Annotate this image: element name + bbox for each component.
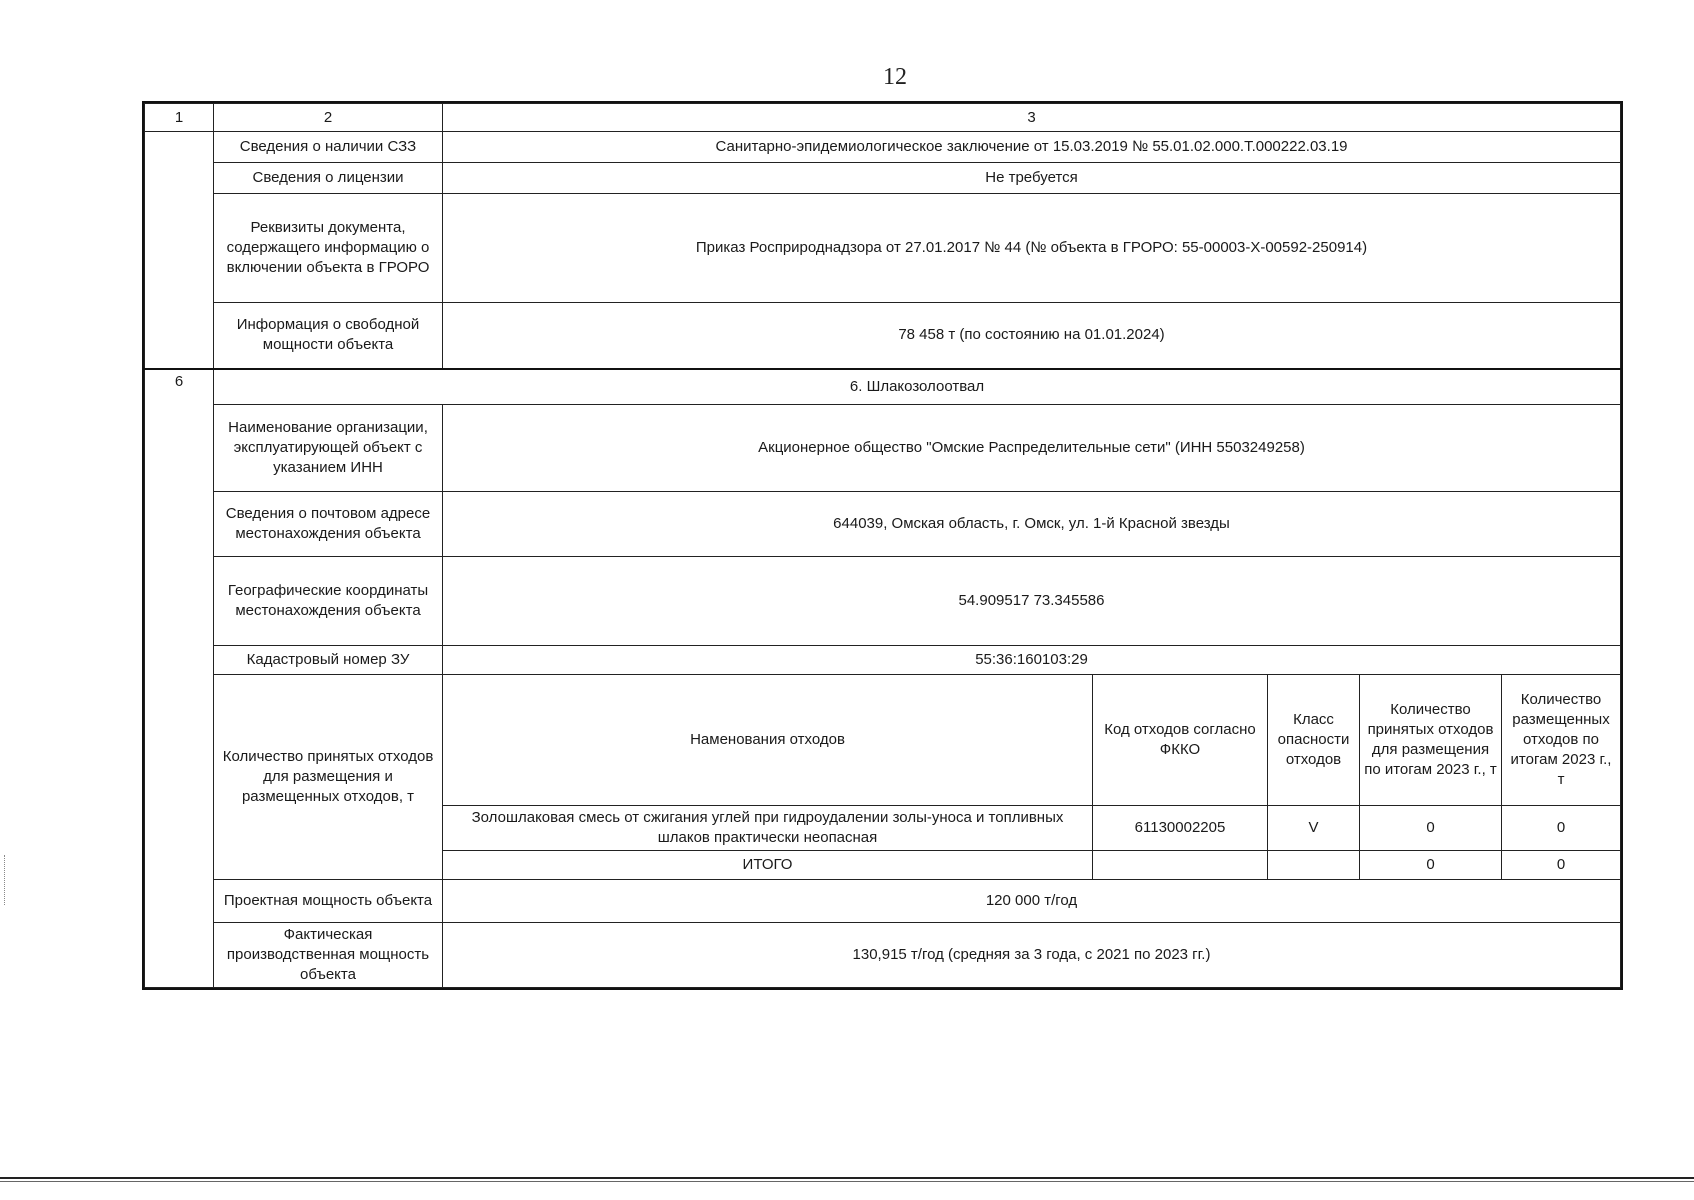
waste-header-class: Класс опасности отходов [1268,675,1360,806]
section-title-row [145,369,1621,405]
waste-class: V [1268,806,1360,851]
waste-header-code: Код отходов согласно ФККО [1093,675,1268,806]
column-number-1: 1 [145,104,214,132]
table-row [145,492,1621,557]
row-label: Фактическая производственная мощность объекта [214,923,443,988]
waste-header-accepted: Количество принятых отходов для размещения по итогам 2023 г., т [1360,675,1502,806]
data-table [144,103,1621,988]
section-number: 6 [145,369,214,988]
waste-name: Золошлаковая смесь от сжигания углей при гидроудалении золы-уноса и топливных шлаков практически неопасная [443,806,1093,851]
table-row [145,646,1621,675]
row-label: Сведения о наличии СЗЗ [214,132,443,163]
row-value: Акционерное общество "Омские Распределительные сети" (ИНН 5503249258) [443,405,1621,492]
row-value: 644039, Омская область, г. Омск, ул. 1-й Красной звезды [443,492,1621,557]
waste-header-row [145,675,1621,806]
column-number-3: 3 [443,104,1621,132]
row-label: Географические координаты местонахождения объекта [214,557,443,646]
total-placed: 0 [1502,851,1621,880]
table-row [145,163,1621,194]
page-number: 12 [883,64,907,90]
bottom-rule-thin [0,1181,1694,1182]
table-row [145,880,1621,923]
row-value: 78 458 т (по состоянию на 01.01.2024) [443,303,1621,369]
table-row [145,303,1621,369]
row-label: Информация о свободной мощности объекта [214,303,443,369]
waste-header-name: Наменования отходов [443,675,1093,806]
row-label: Кадастровый номер ЗУ [214,646,443,675]
row-value: Не требуется [443,163,1621,194]
column-number-2: 2 [214,104,443,132]
table-row [145,405,1621,492]
total-label: ИТОГО [443,851,1093,880]
table-row [145,923,1621,988]
table-row [145,132,1621,163]
scan-margin-marks [4,855,7,905]
row-value: Санитарно-эпидемиологическое заключение от 15.03.2019 № 55.01.02.000.Т.000222.03.19 [443,132,1621,163]
section-title: 6. Шлакозолоотвал [214,369,1621,405]
waste-header-placed: Количество размещенных отходов по итогам 2023 г., т [1502,675,1621,806]
row-value: 55:36:160103:29 [443,646,1621,675]
row-label: Сведения о почтовом адресе местонахождения объекта [214,492,443,557]
row-value: 130,915 т/год (средняя за 3 года, с 2021 по 2023 гг.) [443,923,1621,988]
waste-placed: 0 [1502,806,1621,851]
table-row [145,557,1621,646]
total-class [1268,851,1360,880]
row-number-cell [145,132,214,369]
row-label: Наименование организации, эксплуатирующей объект с указанием ИНН [214,405,443,492]
row-value: Приказ Росприроднадзора от 27.01.2017 № 44 (№ объекта в ГРОРО: 55-00003-Х-00592-250914) [443,194,1621,303]
column-numbers-row [145,104,1621,132]
table-row [145,194,1621,303]
row-label: Сведения о лицензии [214,163,443,194]
total-code [1093,851,1268,880]
waste-accepted: 0 [1360,806,1502,851]
row-value: 54.909517 73.345586 [443,557,1621,646]
bottom-rule [0,1177,1694,1179]
waste-label: Количество принятых отходов для размещения и размещенных отходов, т [214,675,443,880]
total-accepted: 0 [1360,851,1502,880]
row-value: 120 000 т/год [443,880,1621,923]
row-label: Проектная мощность объекта [214,880,443,923]
waste-code: 61130002205 [1093,806,1268,851]
row-label: Реквизиты документа, содержащего информацию о включении объекта в ГРОРО [214,194,443,303]
